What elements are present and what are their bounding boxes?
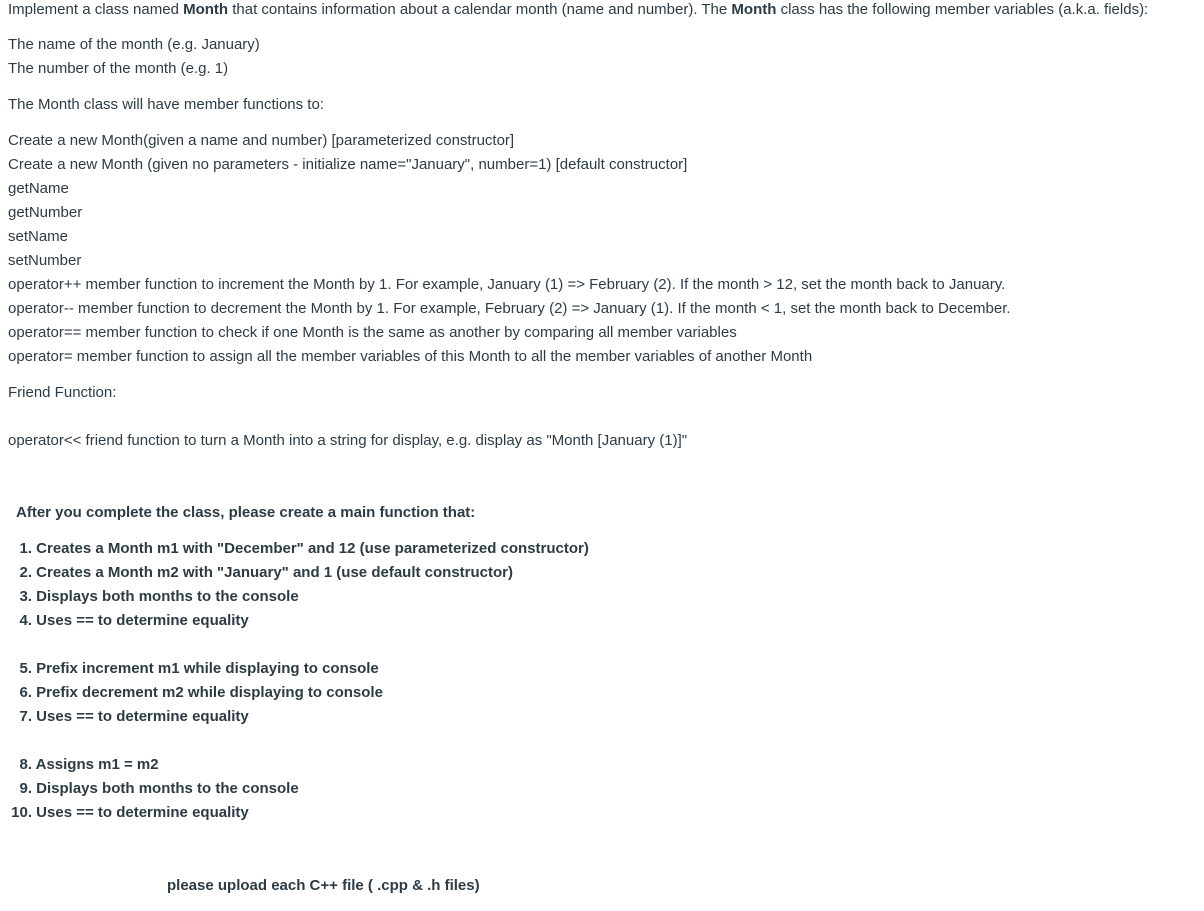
- step-text: Creates a Month m2 with "January" and 1 (use default constructor): [36, 564, 513, 581]
- step-item: [8, 563, 513, 583]
- step-text: Uses == to determine equality: [36, 708, 249, 725]
- step-number: 8.: [19, 756, 32, 773]
- function-item: Create a new Month(given a name and number) [parameterized constructor]: [8, 132, 515, 149]
- function-item: setNumber: [8, 252, 82, 269]
- step-number: 10.: [11, 804, 32, 821]
- step-text: Displays both months to the console: [36, 588, 299, 605]
- function-item: operator++ member function to increment the Month by 1. For example, January (1) => February (2). If the month > 12, set the month back to January.: [8, 276, 1006, 293]
- step-item: [8, 779, 299, 799]
- main-heading: After you complete the class, please create a main function that:: [16, 504, 476, 521]
- intro-class-name-1: Month: [183, 1, 229, 18]
- intro-paragraph: [8, 0, 1148, 20]
- step-item: [8, 755, 159, 775]
- step-text: Displays both months to the console: [36, 780, 299, 797]
- function-item: operator== member function to check if one Month is the same as another by comparing all member variables: [8, 324, 737, 341]
- step-number: 9.: [19, 780, 32, 797]
- function-item: getName: [8, 180, 69, 197]
- field-item: The number of the month (e.g. 1): [8, 60, 229, 77]
- step-item: [8, 683, 383, 703]
- step-number: 6.: [19, 684, 32, 701]
- step-number: 1.: [19, 540, 32, 557]
- intro-text-2: that contains information about a calendar month (name and number). The: [228, 1, 732, 18]
- field-item: The name of the month (e.g. January): [8, 36, 260, 53]
- step-number: 4.: [19, 612, 32, 629]
- function-item: Create a new Month (given no parameters - initialize name="January", number=1) [default constructor]: [8, 156, 688, 173]
- step-item: [8, 587, 299, 607]
- function-item: operator= member function to assign all the member variables of this Month to all the member variables of another Month: [8, 348, 813, 365]
- step-text: Prefix decrement m2 while displaying to console: [36, 684, 383, 701]
- step-text: Prefix increment m1 while displaying to console: [36, 660, 379, 677]
- functions-heading: The Month class will have member functions to:: [8, 96, 324, 113]
- step-item: [8, 659, 379, 679]
- function-item: getNumber: [8, 204, 83, 221]
- step-item: [8, 539, 589, 559]
- step-text: Creates a Month m1 with "December" and 12 (use parameterized constructor): [36, 540, 589, 557]
- friend-function-text: operator<< friend function to turn a Month into a string for display, e.g. display as "Month [January (1)]": [8, 432, 688, 449]
- step-item: [8, 611, 249, 631]
- step-item: [8, 803, 249, 823]
- function-item: operator-- member function to decrement the Month by 1. For example, February (2) => January (1). If the month < 1, set the month back to December.: [8, 300, 1011, 317]
- step-number: 7.: [19, 708, 32, 725]
- upload-note: please upload each C++ file ( .cpp & .h files): [167, 877, 480, 894]
- step-number: 3.: [19, 588, 32, 605]
- step-text: Uses == to determine equality: [36, 804, 249, 821]
- intro-class-name-2: Month: [731, 1, 777, 18]
- step-number: 2.: [19, 564, 32, 581]
- step-number: 5.: [19, 660, 32, 677]
- friend-heading: Friend Function:: [8, 384, 117, 401]
- intro-text-3: class has the following member variables (a.k.a. fields):: [776, 1, 1149, 18]
- intro-text-1: Implement a class named: [8, 1, 184, 18]
- step-text: Assigns m1 = m2: [35, 756, 159, 773]
- step-item: [8, 707, 249, 727]
- step-text: Uses == to determine equality: [36, 612, 249, 629]
- function-item: setName: [8, 228, 69, 245]
